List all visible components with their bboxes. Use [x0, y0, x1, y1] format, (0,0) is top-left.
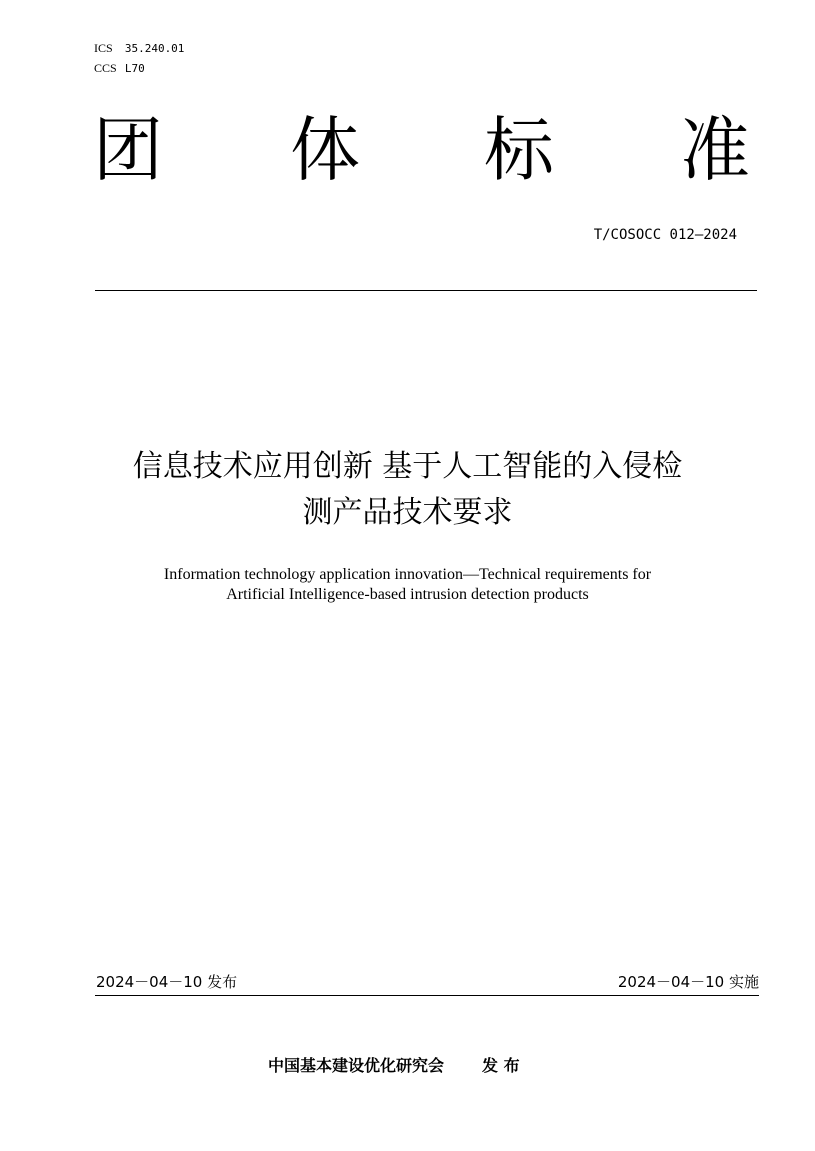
group-standard-title-char: 体: [290, 109, 360, 191]
bottom-divider: [95, 995, 759, 996]
ccs-classification: [94, 61, 145, 76]
group-standard-title-char: 准: [680, 109, 750, 191]
chinese-title-line-2: 测产品技术要求: [302, 495, 513, 530]
ccs-value: L70: [124, 62, 145, 75]
publisher: [268, 1053, 520, 1076]
ics-value: 35.240.01: [124, 42, 185, 55]
issue-date: 2024－04－10 发布: [96, 973, 238, 991]
publisher-action: 发 布: [482, 1056, 520, 1075]
group-standard-title-char: 团: [93, 109, 163, 191]
chinese-title: [60, 444, 755, 536]
english-title-line-2: Artificial Intelligence-based intrusion detection products: [226, 586, 589, 603]
group-standard-title-char: 标: [484, 109, 554, 191]
ccs-label: CCS: [94, 61, 117, 75]
english-title-line-1: Information technology application innovation—Technical requirements for: [163, 566, 652, 583]
ics-classification: [94, 41, 184, 56]
top-divider: [95, 290, 757, 291]
ics-label: ICS: [94, 41, 113, 55]
implementation-date: 2024－04－10 实施: [617, 973, 759, 991]
publisher-name: 中国基本建设优化研究会: [268, 1056, 445, 1075]
standard-number: T/COSOCC 012—2024: [593, 227, 737, 243]
english-title: [60, 565, 755, 605]
chinese-title-line-1: 信息技术应用创新 基于人工智能的入侵检: [132, 449, 683, 484]
